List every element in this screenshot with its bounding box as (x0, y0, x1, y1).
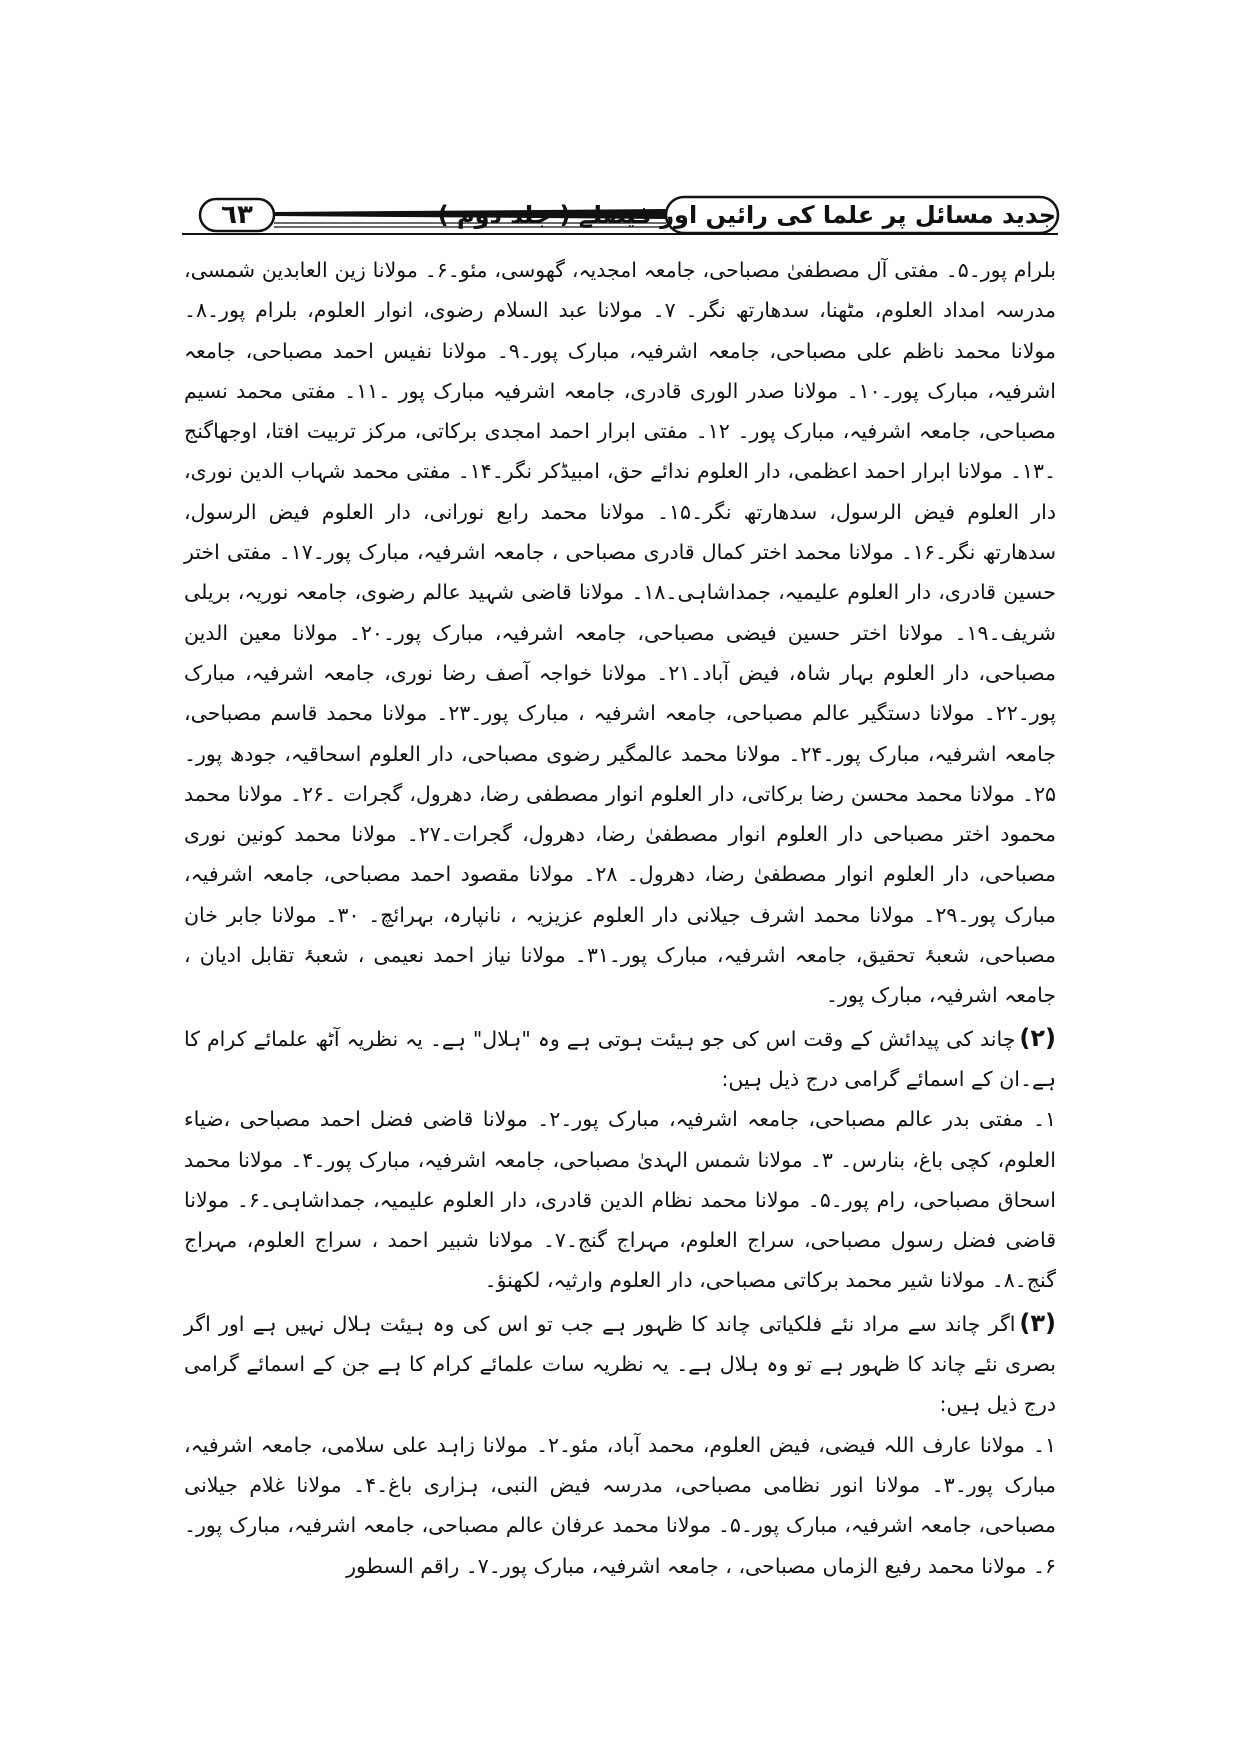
section-3-list-paragraph: ۱۔ مولانا عارف اللہ فیضی، فیض العلوم، محمد آباد، مئو۔۲۔ مولانا زاہد علی سلامی، جامعہ اشرفیہ، مبارک پور۔۳۔ مولانا انور نظامی مصباحی، مدرسہ فیض النبی، ہزاری باغ۔۴۔ مولانا غلام جیلانی مصباحی، جامعہ اشرفیہ، مبارک پور۔۵۔ مولانا محمد عرفان عالم مصباحی، جامعہ اشرفیہ، مبارک پور۔۶۔ مولانا محمد رفیع الزماں مصباحی، ، جامعہ اشرفیہ، مبارک پور۔۷۔ راقم السطور (184, 1432, 1056, 1578)
section-2-list-paragraph: ۱۔ مفتی بدر عالم مصباحی، جامعہ اشرفیہ، مبارک پور۔۲۔ مولانا قاضی فضل احمد مصباحی ،ضیاء العلوم، کچی باغ، بنارس۔ ۳۔ مولانا شمس الہدیٰ مصباحی، جامعہ اشرفیہ، مبارک پور۔۴۔ مولانا محمد اسحاق مصباحی، رام پور۔۵۔ مولانا محمد نظام الدین قادری، دار العلوم علیمیہ، جمداشاہی۔۶۔ مولانا قاضی فضل رسول مصباحی، سراج العلوم، مہراج گنج۔۷۔ مولانا شبیر احمد ، سراج العلوم، مہراج گنج۔۸۔ مولانا شیر محمد برکاتی مصباحی، دار العلوم وارثیہ، لکھنؤ۔ (184, 1107, 1056, 1293)
section-2-intro-paragraph (184, 1018, 1056, 1100)
section-2-intro-text: چاند کی پیدائش کے وقت اس کی جو ہیئت ہوتی ہے وہ "ہلال" ہے۔ یہ نظریہ آٹھ علمائے کرام کا ہے۔ان کے اسمائے گرامی درج ذیل ہیں: (184, 1026, 1056, 1091)
page-number: ٦٣ (221, 200, 253, 230)
list-continuation-paragraph: بلرام پور۔۵۔ مفتی آل مصطفیٰ مصباحی، جامعہ امجدیہ، گھوسی، مئو۔۶۔ مولانا زین العابدین شمسی، مدرسہ امداد العلوم، مٹھنا، سدھارتھ نگر۔ ۷۔ مولانا عبد السلام رضوی، انوار العلوم، بلرام پور۔۸۔ مولانا محمد ناظم علی مصباحی، جامعہ اشرفیہ، مبارک پور۔۹۔ مولانا نفیس احمد مصباحی، جامعہ اشرفیہ، مبارک پور۔۱۰۔ مولانا صدر الوری قادری، جامعہ اشرفیہ مبارک پور ۔۱۱۔ مفتی محمد نسیم مصباحی، جامعہ اشرفیہ، مبارک پور۔ ۱۲۔ مفتی ابرار احمد امجدی برکاتی، مرکز تربیت افتا، اوجھاگنج ۔۱۳۔ مولانا ابرار احمد اعظمی، دار العلوم ندائے حق، امبیڈکر نگر۔۱۴۔ مفتی محمد شہاب الدین نوری، دار العلوم فیض الرسول، سدھارتھ نگر۔۱۵۔ مولانا محمد رابع نورانی، دار العلوم فیض الرسول، سدھارتھ نگر۔۱۶۔ مولانا محمد اختر کمال قادری مصباحی ، جامعہ اشرفیہ، مبارک پور۔۱۷۔ مفتی اختر حسین قادری، دار العلوم علیمیہ، جمداشاہی۔۱۸۔ مولانا قاضی شہید عالم رضوی، جامعہ نوریہ، بریلی شریف۔۱۹۔ مولانا اختر حسین فیضی مصباحی، جامعہ اشرفیہ، مبارک پور۔۲۰۔ مولانا معین الدین مصباحی، دار العلوم بہار شاہ، فیض آباد۔۲۱۔ مولانا خواجہ آصف رضا نوری، جامعہ اشرفیہ، مبارک پور۔۲۲۔ مولانا دستگیر عالم مصباحی، جامعہ اشرفیہ ، مبارک پور۔۲۳۔ مولانا محمد قاسم مصباحی، جامعہ اشرفیہ، مبارک پور۔۲۴۔ مولانا محمد عالمگیر رضوی مصباحی، دار العلوم اسحاقیہ، جودھ پور۔۲۵۔ مولانا محمد محسن رضا برکاتی، دار العلوم انوار مصطفی رضا، دھرول، گجرات ۔۲۶۔ مولانا محمد محمود اختر مصباحی دار العلوم انوار مصطفیٰ رضا، دھرول، گجرات۔۲۷۔ مولانا محمد کونین نوری مصباحی، دار العلوم انوار مصطفیٰ رضا، دھرول۔ ۲۸۔ مولانا مقصود احمد مصباحی، جامعہ اشرفیہ، مبارک پور۔۲۹۔ مولانا محمد اشرف جیلانی دار العلوم عزیزیہ ، نانپارہ، بہرائچ۔ ۳۰۔ مولانا جابر خان مصباحی، شعبۂ تحقیق، جامعہ اشرفیہ، مبارک پور۔۳۱۔ مولانا نیاز احمد نعیمی ، شعبۂ تقابل ادیان ، جامعہ اشرفیہ، مبارک پور۔ (184, 258, 1057, 1008)
section-2-number: (۲) (1019, 1023, 1056, 1052)
page-body (184, 250, 1057, 1578)
page-header (180, 196, 1060, 236)
section-3-intro-paragraph (184, 1303, 1056, 1425)
book-title: جدید مسائل پر علما کی رائیں اور فیصلے ( جلد دوم ) (437, 201, 1056, 229)
section-3-number: (۳) (1019, 1308, 1056, 1337)
section-3-intro-text: اگر چاند سے مراد نئے فلکیاتی چاند کا ظہور ہے جب تو اس کی وہ ہیئت ہلال نہیں ہے اور اگر بصری نئے چاند کا ظہور ہے تو وہ ہلال ہے۔ یہ نظریہ سات علمائے کرام کا ہے جن کے اسمائے گرامی درج ذیل ہیں: (184, 1311, 1056, 1417)
